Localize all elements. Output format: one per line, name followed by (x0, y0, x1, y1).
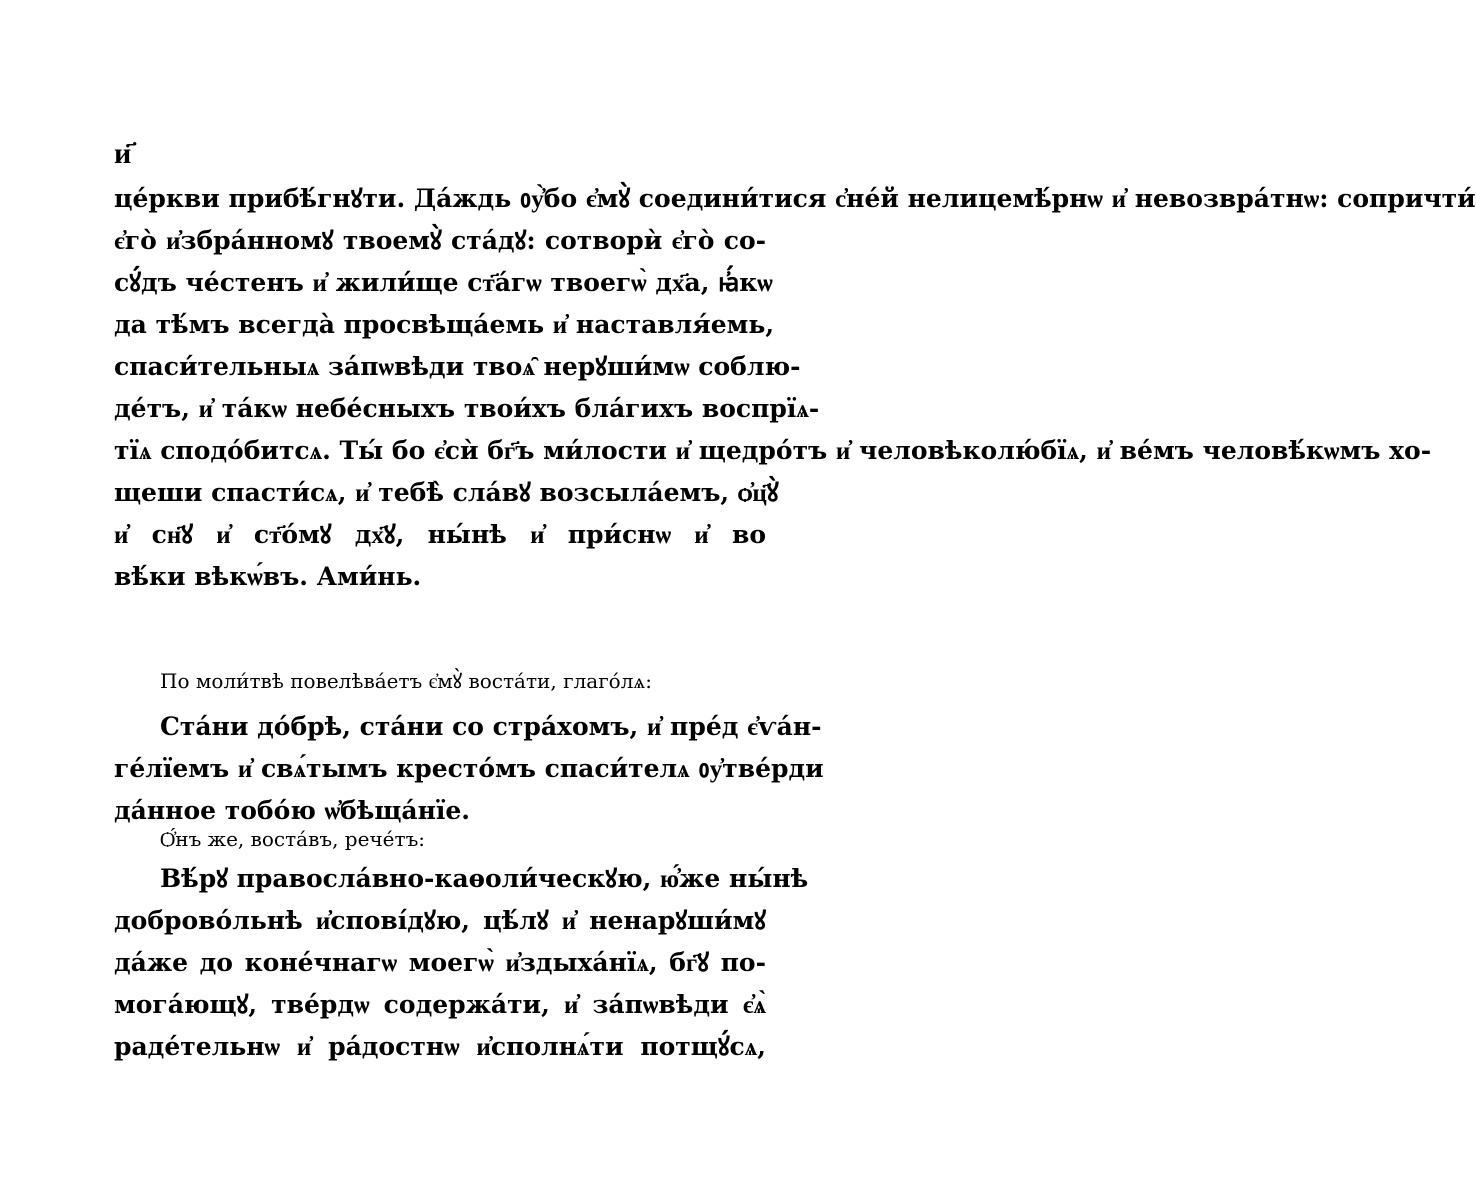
text-line: да́нное тобо́ю ѡ҆бѣща́нїе. (114, 796, 470, 825)
text-line: мога́ющꙋ, тве́рдѡ содержа́ти, и҆ за́пѡвѣди є҆ѧ̀ (114, 990, 766, 1019)
page-header-letter: и҃ (114, 136, 132, 171)
text-line: це́ркви прибѣ́гнꙋти. Да́ждь ᲂу҆̀бо є҆мꙋ̀ соедини́тися с҆не́й нелицемѣ́рнѡ и҆ невозвра́тнѡ: сопричти́ (114, 184, 1476, 213)
vow-paragraph (114, 858, 809, 1068)
text-line: да́же до коне́чнагѡ моегѡ̀ и҆здыха́нїѧ, бг҃ꙋ по- (114, 948, 766, 977)
text-line: спаси́тельныѧ за́пѡвѣди твоѧ̑ нерꙋши́мѡ соблю- (114, 352, 801, 381)
priest-exhortation (114, 706, 824, 832)
text-line: доброво́льнѣ и҆спові́дꙋю, цѣ́лꙋ и҆ ненарꙋши́мꙋ (114, 906, 766, 935)
text-line: тїѧ сподо́битсѧ. Ты́ бо є҆сѝ бг҃ъ ми́лости и҆ щедро́тъ и҆ человѣколю́бїѧ, и҆ ве́мъ человѣ́кѡмъ хо- (114, 436, 1432, 465)
text-line: ге́лїемъ и҆ свѧ́тымъ кресто́мъ спаси́телѧ ᲂу҆тве́рди (114, 754, 824, 783)
rubric-instruction-2 (114, 818, 766, 860)
text-line: щеши спасти́сѧ, и҆ тебѣ̀ сла́вꙋ возсыла́емъ, ѻ҆ц҃ꙋ̀ (114, 478, 779, 507)
rubric-line: По моли́твѣ повелѣва́етъ є҆мꙋ̀ воста́ти, глаго́лѧ: (160, 669, 652, 693)
rubric-instruction-1 (114, 660, 766, 702)
prayer-paragraph (114, 178, 1476, 598)
text-line: вѣ́ки вѣкѡ́въ. Ами́нь. (114, 562, 422, 591)
text-line: да тѣ́мъ всегда̀ просвѣща́емь и҆ наставля́емь, (114, 310, 775, 339)
rubric-line: Ѻ҆́нъ же, воста́въ, рече́тъ: (160, 827, 426, 851)
text-line: сꙋ́дъ че́стенъ и҆ жили́ще ст҃а́гѡ твоегѡ̀ дх҃а, ꙗ҆́кѡ (114, 268, 773, 297)
text-line: Вѣ́рꙋ правосла́вно-каѳоли́ческꙋю, ю҆́же ны́нѣ (160, 864, 809, 893)
text-line: Ста́ни до́брѣ, ста́ни со стра́хомъ, и҆ пре́д є҆ѵа́н- (160, 712, 822, 741)
text-line: де́тъ, и҆ та́кѡ небе́сныхъ твои́хъ бла́гихъ воспрїѧ- (114, 394, 820, 423)
text-line: и҆ сн҃ꙋ и҆ ст҃о́мꙋ дх҃ꙋ, ны́нѣ и҆ при́снѡ и҆ во (114, 520, 766, 549)
text-line: є҆го̀ и҆збра́нномꙋ твоемꙋ̀ ста́дꙋ: сотворѝ є҆го̀ со- (114, 226, 766, 255)
text-line: раде́тельнѡ и҆ ра́достнѡ и҆сполнѧ́ти потщꙋ́сѧ, (114, 1032, 766, 1061)
